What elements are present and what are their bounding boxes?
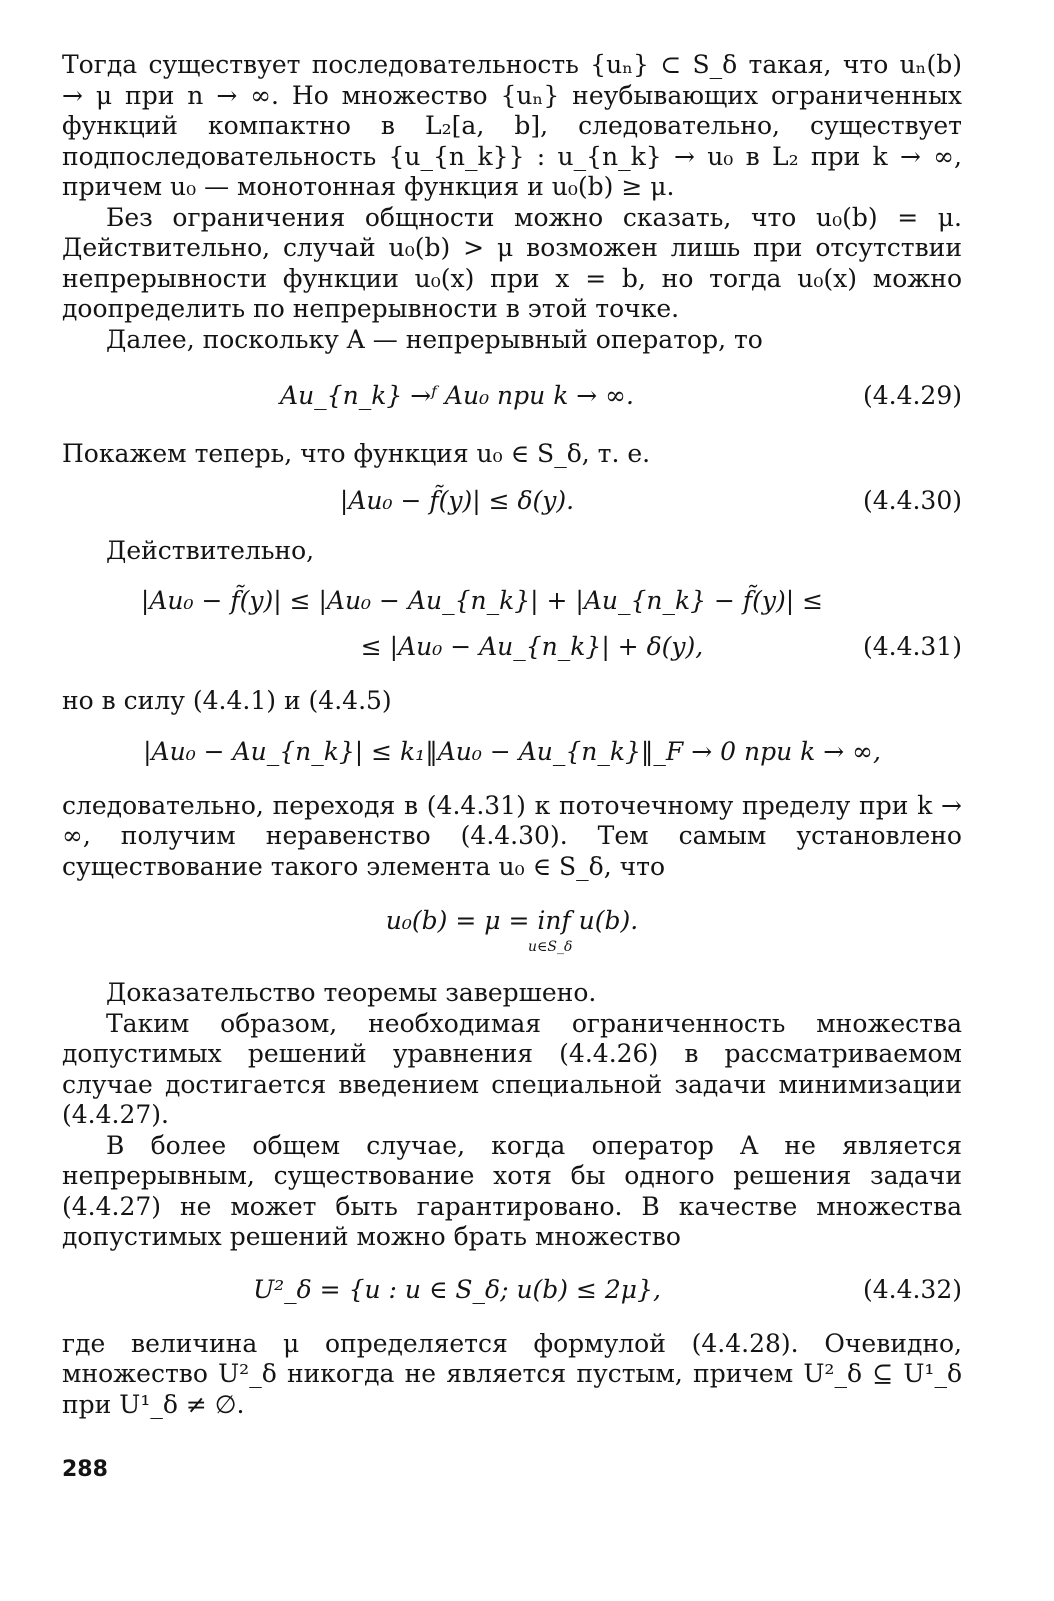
- equation-body: |Au₀ − f̃(y)| ≤ δ(y).: [339, 485, 575, 515]
- paragraph-11: где величина μ определяется формулой (4.4.28). Очевидно, множество U²_δ никогда не является пустым, причем U²_δ ⊆ U¹_δ при U¹_δ ≠ ∅.: [62, 1328, 962, 1419]
- equation-body: Au_{n_k} →ᶠ Au₀ при k → ∞.: [280, 381, 634, 410]
- paragraph-2: Без ограничения общности можно сказать, что u₀(b) = μ. Действительно, случай u₀(b) > μ возможен лишь при отсутствии непрерывности функции u₀(x) при x = b, но тогда u₀(x) можно доопределить по непрерывности в этой точке.: [62, 202, 962, 323]
- equation-4-4-30: [62, 486, 962, 516]
- paragraph-3: Далее, поскольку A — непрерывный оператор, то: [106, 324, 763, 354]
- equation-4-4-31-line-2: [62, 632, 962, 662]
- paragraph-10: В более общем случае, когда оператор A не является непрерывным, существование хотя бы одного решения задачи (4.4.27) не может быть гарантировано. В качестве множества допустимых решений можно брать множество: [62, 1130, 962, 1251]
- equation-body: U²_δ = {u : u ∈ S_δ; u(b) ≤ 2μ},: [253, 1274, 661, 1304]
- equation-number: (4.4.29): [862, 381, 962, 410]
- equation-infimum: [62, 906, 962, 955]
- equation-limit: [62, 737, 962, 767]
- paragraph-8: Доказательство теоремы завершено.: [106, 978, 597, 1007]
- infimum-subscript: u∈S_δ: [528, 939, 573, 955]
- equation-body: ≤ |Au₀ − Au_{n_k}| + δ(y),: [360, 632, 704, 661]
- equation-number: (4.4.32): [862, 1274, 962, 1304]
- equation-number: (4.4.31): [862, 632, 962, 661]
- page-number: 288: [62, 1457, 108, 1482]
- equation-body: |Au₀ − f̃(y)| ≤ |Au₀ − Au_{n_k}| + |Au_{n_k} − f̃(y)| ≤: [140, 586, 824, 615]
- paragraph-1: Тогда существует последовательность {uₙ} ⊂ S_δ такая, что uₙ(b) → μ при n → ∞. Но множество {uₙ} неубывающих ограниченных функций компактно в L₂[a, b], следовательно, существует подпоследовательность {u_{n_k}} : u_{n_k} → u₀ в L₂ при k → ∞, причем u₀ — монотонная функция и u₀(b) ≥ μ.: [62, 50, 962, 201]
- equation-body: u₀(b) = μ = inf u(b).: [385, 906, 639, 935]
- page-body: [62, 50, 962, 1420]
- paragraph-6: но в силу (4.4.1) и (4.4.5): [62, 686, 392, 715]
- equation-body: |Au₀ − Au_{n_k}| ≤ k₁‖Au₀ − Au_{n_k}‖_F → 0 при k → ∞,: [143, 736, 881, 766]
- paragraph-7: следовательно, переходя в (4.4.31) к поточечному пределу при k → ∞, получим неравенство (4.4.30). Тем самым установлено существование такого элемента u₀ ∈ S_δ, что: [62, 790, 962, 881]
- paragraph-4: Покажем теперь, что функция u₀ ∈ S_δ, т. е.: [62, 439, 651, 468]
- equation-4-4-32: [62, 1275, 962, 1305]
- paragraph-5: Действительно,: [106, 535, 315, 565]
- equation-4-4-29: [62, 381, 962, 411]
- equation-4-4-31-line-1: [62, 586, 962, 616]
- paragraph-9: Таким образом, необходимая ограниченность множества допустимых решений уравнения (4.4.26) в рассматриваемом случае достигается введением специальной задачи минимизации (4.4.27).: [62, 1008, 962, 1129]
- equation-number: (4.4.30): [862, 485, 962, 515]
